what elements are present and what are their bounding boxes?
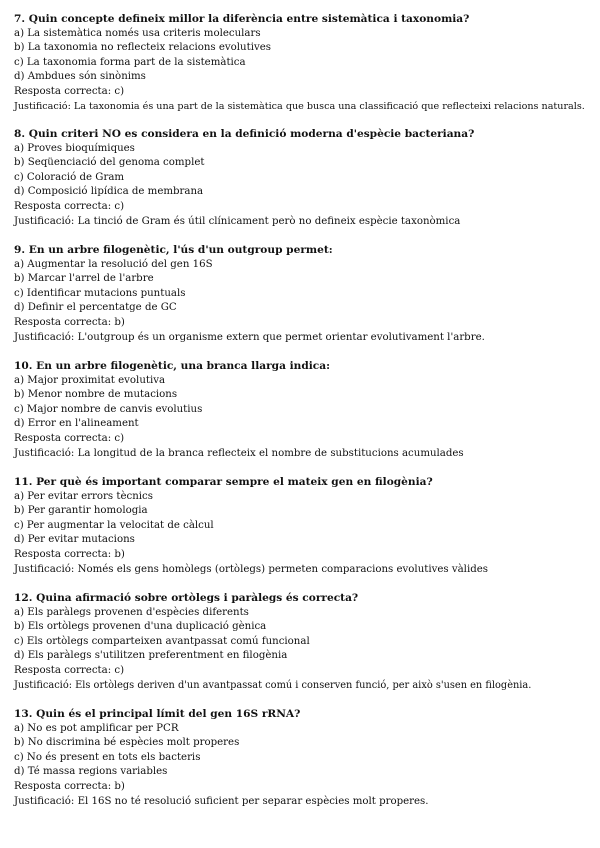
option-b: b) Menor nombre de mutacions [14,389,178,401]
option-c: c) La taxonomia forma part de la sistemàtica [14,56,246,68]
question-7 [14,12,590,114]
correct-answer: Resposta correcta: b) [14,316,125,328]
correct-answer: Resposta correcta: b) [14,548,125,560]
option-b: b) Per garantir homologia [14,505,148,517]
question-title: 13. Quin és el principal límit del gen 16S rRNA? [14,708,301,720]
option-a: a) Augmentar la resolució del gen 16S [14,258,213,270]
option-c: c) Coloració de Gram [14,171,125,183]
question-9 [14,243,590,345]
question-12 [14,591,590,693]
option-c: c) Major nombre de canvis evolutius [14,403,203,415]
option-d: d) Té massa regions variables [14,766,168,778]
correct-answer: Resposta correcta: b) [14,780,125,792]
justification: Justificació: La taxonomia és una part de la sistemàtica que busca una classificació que reflecteixi relacions naturals. [14,100,585,112]
justification: Justificació: Només els gens homòlegs (ortòlegs) permeten comparacions evolutives vàlides [14,563,488,575]
option-b: b) La taxonomia no reflecteix relacions evolutives [14,42,271,54]
correct-answer: Resposta correcta: c) [14,664,125,676]
justification: Justificació: La longitud de la branca reflecteix el nombre de substitucions acumulades [14,447,464,459]
option-a: a) No es pot amplificar per PCR [14,722,179,734]
option-a: a) Els paràlegs provenen d'espècies diferents [14,606,249,618]
question-title: 10. En un arbre filogenètic, una branca llarga indica: [14,360,331,372]
option-a: a) Per evitar errors tècnics [14,490,153,502]
option-d: d) Definir el percentatge de GC [14,302,177,314]
question-title: 7. Quin concepte defineix millor la diferència entre sistemàtica i taxonomia? [14,13,470,25]
option-b: b) Marcar l'arrel de l'arbre [14,273,154,285]
option-c: c) No és present en tots els bacteris [14,751,201,763]
option-a: a) Major proximitat evolutiva [14,374,166,386]
question-8 [14,127,590,229]
justification: Justificació: L'outgroup és un organisme extern que permet orientar evolutivament l'arbre. [14,331,485,343]
question-title: 9. En un arbre filogenètic, l'ús d'un outgroup permet: [14,244,333,256]
correct-answer: Resposta correcta: c) [14,432,125,444]
justification: Justificació: Els ortòlegs deriven d'un avantpassat comú i conserven funció, per això s'usen en filogènia. [14,679,532,691]
option-d: d) Ambdues són sinònims [14,71,146,83]
justification: Justificació: La tinció de Gram és útil clínicament però no defineix espècie taxonòmica [14,215,461,227]
option-d: d) Error en l'alineament [14,418,139,430]
question-title: 11. Per què és important comparar sempre el mateix gen en filogènia? [14,476,433,488]
option-d: d) Els paràlegs s'utilitzen preferentment en filogènia [14,650,288,662]
question-10 [14,359,590,461]
correct-answer: Resposta correcta: c) [14,200,125,212]
question-13 [14,707,590,809]
question-11 [14,475,590,577]
option-c: c) Per augmentar la velocitat de càlcul [14,519,214,531]
option-b: b) Seqüenciació del genoma complet [14,157,205,169]
option-c: c) Identificar mutacions puntuals [14,287,186,299]
correct-answer: Resposta correcta: c) [14,85,125,97]
justification: Justificació: El 16S no té resolució suficient per separar espècies molt properes. [14,795,429,807]
question-title: 8. Quin criteri NO es considera en la definició moderna d'espècie bacteriana? [14,128,475,140]
question-title: 12. Quina afirmació sobre ortòlegs i paràlegs és correcta? [14,592,359,604]
option-b: b) No discrimina bé espècies molt properes [14,737,240,749]
option-a: a) Proves bioquímiques [14,142,135,154]
option-a: a) La sistemàtica només usa criteris moleculars [14,27,261,39]
option-c: c) Els ortòlegs comparteixen avantpassat comú funcional [14,635,310,647]
option-d: d) Per evitar mutacions [14,534,135,546]
option-b: b) Els ortòlegs provenen d'una duplicació gènica [14,621,267,633]
option-d: d) Composició lipídica de membrana [14,186,204,198]
